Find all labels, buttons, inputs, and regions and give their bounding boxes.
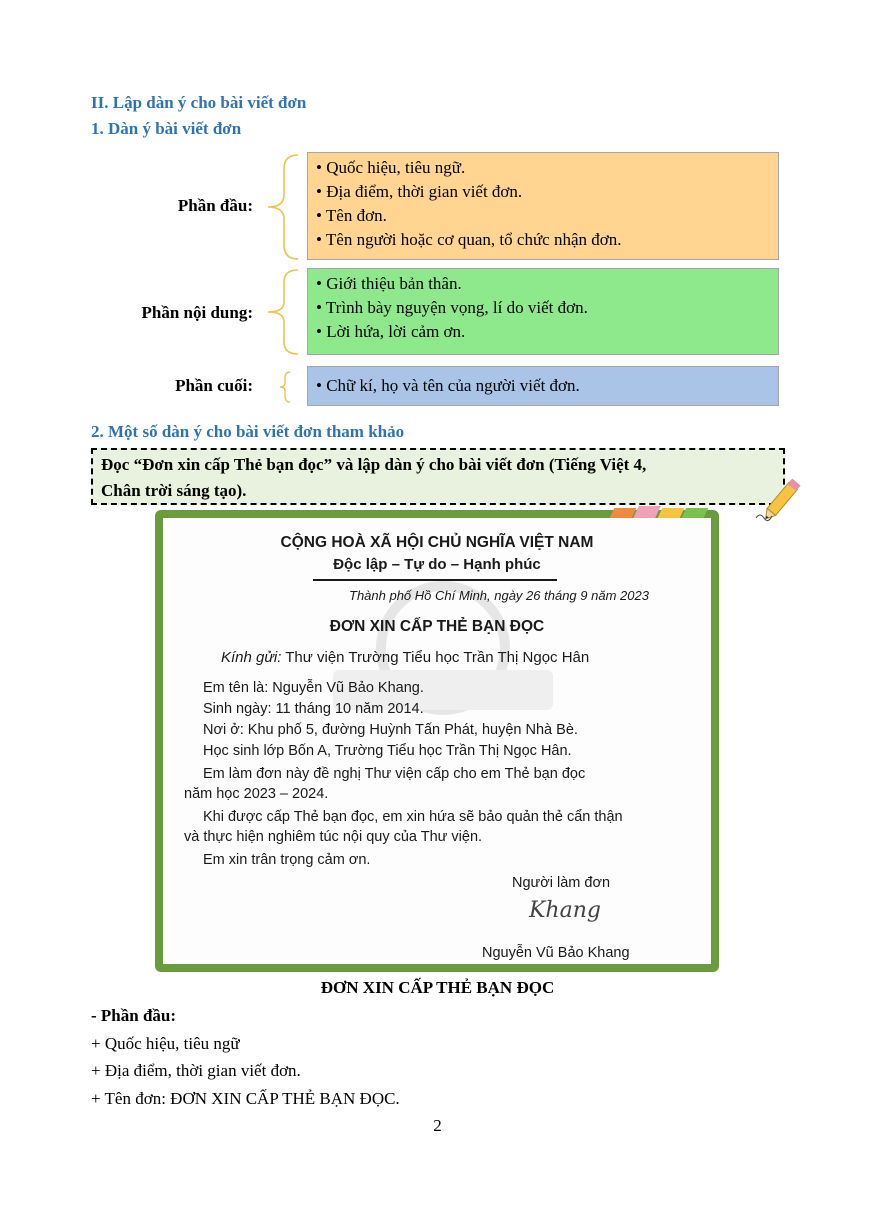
letter-line: Sinh ngày: 11 tháng 10 năm 2014.	[203, 701, 424, 717]
outline-label-end: Phần cuối:	[175, 376, 253, 395]
recipient-name: Thư viện Trường Tiểu học Trần Thị Ngọc Hân	[281, 649, 590, 666]
outline-box-head	[307, 152, 779, 260]
motto: Độc lập – Tự do – Hạnh phúc	[333, 556, 541, 573]
page-number: 2	[433, 1116, 442, 1135]
outline-box-end	[307, 366, 779, 406]
task-line-1: Đọc “Đơn xin cấp Thẻ bạn đọc” và lập dàn ý cho bài viết đơn (Tiếng Việt 4,	[101, 455, 647, 474]
list-item: • Giới thiệu bản thân.	[316, 274, 462, 293]
answer-item: + Quốc hiệu, tiêu ngữ	[91, 1034, 240, 1053]
letter-line: và thực hiện nghiêm túc nội quy của Thư viện.	[184, 829, 483, 845]
signer-name: Nguyễn Vũ Bảo Khang	[482, 945, 630, 961]
pencil-icon	[752, 474, 812, 526]
letter-line: Học sinh lớp Bốn A, Trường Tiểu học Trần Thị Ngọc Hân.	[203, 743, 572, 759]
list-item: • Trình bày nguyện vọng, lí do viết đơn.	[316, 298, 588, 317]
outline-box-body	[307, 268, 779, 355]
outline-label-head: Phần đầu:	[177, 196, 253, 215]
answer-item: + Tên đơn: ĐƠN XIN CẤP THẺ BẠN ĐỌC.	[91, 1089, 400, 1108]
list-item: • Địa điểm, thời gian viết đơn.	[316, 182, 523, 201]
list-item: • Tên đơn.	[316, 206, 387, 225]
task-line-2: Chân trời sáng tạo).	[101, 481, 247, 500]
letter-line: Nơi ở: Khu phố 5, đường Huỳnh Tấn Phát, huyện Nhà Bè.	[203, 722, 578, 738]
recipient	[221, 649, 589, 666]
recipient-label: Kính gửi:	[221, 649, 282, 666]
list-item: • Lời hứa, lời cảm ơn.	[316, 322, 466, 341]
list-item: • Chữ kí, họ và tên của người viết đơn.	[316, 376, 580, 395]
place-date: Thành phố Hồ Chí Minh, ngày 26 tháng 9 năm 2023	[349, 588, 649, 603]
motto-underline	[313, 579, 557, 581]
answer-heading: - Phần đầu:	[91, 1006, 177, 1025]
answer-item: + Địa điểm, thời gian viết đơn.	[91, 1061, 301, 1080]
list-item: • Tên người hoặc cơ quan, tổ chức nhận đơn.	[316, 230, 622, 249]
letter-line: Em xin trân trọng cảm ơn.	[203, 852, 371, 868]
brace-body	[262, 268, 302, 356]
list-item: • Quốc hiệu, tiêu ngữ.	[316, 158, 466, 177]
signature: Khang	[529, 898, 601, 923]
brace-end	[278, 370, 294, 404]
task-box	[91, 448, 785, 505]
brace-head	[262, 153, 302, 261]
letter-line: Khi được cấp Thẻ bạn đọc, em xin hứa sẽ bảo quản thẻ cẩn thận	[203, 809, 623, 825]
letter-line: Em làm đơn này đề nghị Thư viện cấp cho em Thẻ bạn đọc	[203, 766, 586, 782]
letter-paper	[163, 518, 711, 964]
letter-title: ĐƠN XIN CẤP THẺ BẠN ĐỌC	[329, 618, 545, 635]
colored-tabs	[612, 504, 712, 518]
subsection-1-title: 1. Dàn ý bài viết đơn	[91, 119, 242, 138]
outline-label-body: Phần nội dung:	[141, 303, 253, 322]
subsection-2-title: 2. Một số dàn ý cho bài viết đơn tham khảo	[91, 422, 405, 441]
nation-title: CỘNG HOÀ XÃ HỘI CHỦ NGHĨA VIỆT NAM	[280, 534, 594, 551]
figure-caption: ĐƠN XIN CẤP THẺ BẠN ĐỌC	[320, 978, 555, 997]
signer-label: Người làm đơn	[512, 875, 611, 891]
letter-line: Em tên là: Nguyễn Vũ Bảo Khang.	[203, 680, 424, 696]
letter-line: năm học 2023 – 2024.	[184, 786, 329, 802]
section-title: II. Lập dàn ý cho bài viết đơn	[91, 93, 307, 112]
